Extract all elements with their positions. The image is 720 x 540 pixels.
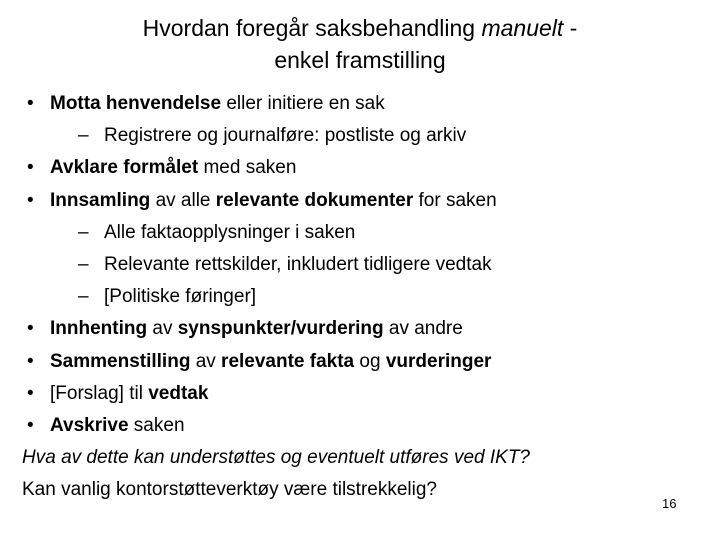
bold-text: Motta henvendelse	[50, 93, 222, 114]
sub-item	[22, 120, 672, 152]
bullet-item	[22, 185, 672, 217]
bullet-item	[22, 88, 672, 120]
sub-item	[22, 217, 672, 249]
dash-icon: –	[78, 286, 89, 308]
page-number: 16	[662, 496, 677, 511]
dash-icon: –	[78, 253, 89, 275]
title-dash: -	[563, 15, 578, 41]
bullet-item	[22, 313, 672, 345]
title-text: Hvordan foregår saksbehandling	[142, 15, 482, 41]
bold-text: synspunkter/vurdering	[177, 318, 384, 340]
bullet-icon: •	[27, 382, 34, 404]
item-text: av andre	[383, 318, 463, 340]
sub-item-text: [Politiske føringer]	[104, 286, 257, 308]
slide-body	[22, 88, 672, 506]
bold-text: Avklare formålet	[50, 157, 199, 179]
bullet-item	[22, 410, 672, 442]
bullet-item	[22, 378, 672, 410]
sub-item	[22, 281, 672, 313]
bullet-item	[22, 152, 672, 184]
sub-item	[22, 249, 672, 281]
sub-item-text: Relevante rettskilder, inkludert tidligere vedtak	[104, 253, 492, 275]
item-text: av	[147, 318, 178, 340]
item-text: eller initiere en sak	[221, 93, 385, 114]
bullet-icon: •	[27, 318, 34, 340]
bullet-icon: •	[27, 350, 34, 372]
dash-icon: –	[78, 125, 89, 147]
bullet-icon: •	[27, 157, 34, 179]
item-text: av	[190, 350, 222, 372]
bold-text: vurderinger	[385, 350, 492, 372]
bold-text: relevante dokumenter	[215, 189, 414, 211]
dash-icon: –	[78, 221, 89, 243]
sub-item-text: Alle faktaopplysninger i saken	[104, 221, 356, 243]
bold-text: Innsamling	[50, 189, 151, 211]
bullet-icon: •	[27, 93, 34, 114]
item-text: med saken	[198, 157, 297, 179]
bullet-item	[22, 346, 672, 378]
bold-text: vedtak	[148, 382, 209, 404]
title-emphasis: manuelt	[481, 15, 564, 41]
question-line: Hva av dette kan understøttes og eventuelt utføres ved IKT?	[22, 447, 530, 469]
sub-item-text: Registrere og journalføre: postliste og arkiv	[104, 125, 467, 147]
item-text: og	[354, 350, 386, 372]
question-line: Kan vanlig kontorstøtteverktøy være tilstrekkelig?	[22, 479, 437, 501]
bullet-icon: •	[27, 414, 34, 436]
slide-title	[60, 12, 660, 76]
item-text: av alle	[150, 189, 216, 211]
bold-text: relevante fakta	[221, 350, 355, 372]
title-line-2: enkel framstilling	[274, 47, 446, 73]
title-line-1	[60, 12, 660, 44]
item-text: saken	[128, 414, 185, 436]
item-text: [Forslag] til	[50, 382, 149, 404]
bold-text: Avskrive	[50, 414, 129, 436]
bold-text: Innhenting	[50, 318, 148, 340]
bold-text: Sammenstilling	[50, 350, 191, 372]
bullet-icon: •	[27, 189, 34, 211]
item-text: for saken	[413, 189, 497, 211]
